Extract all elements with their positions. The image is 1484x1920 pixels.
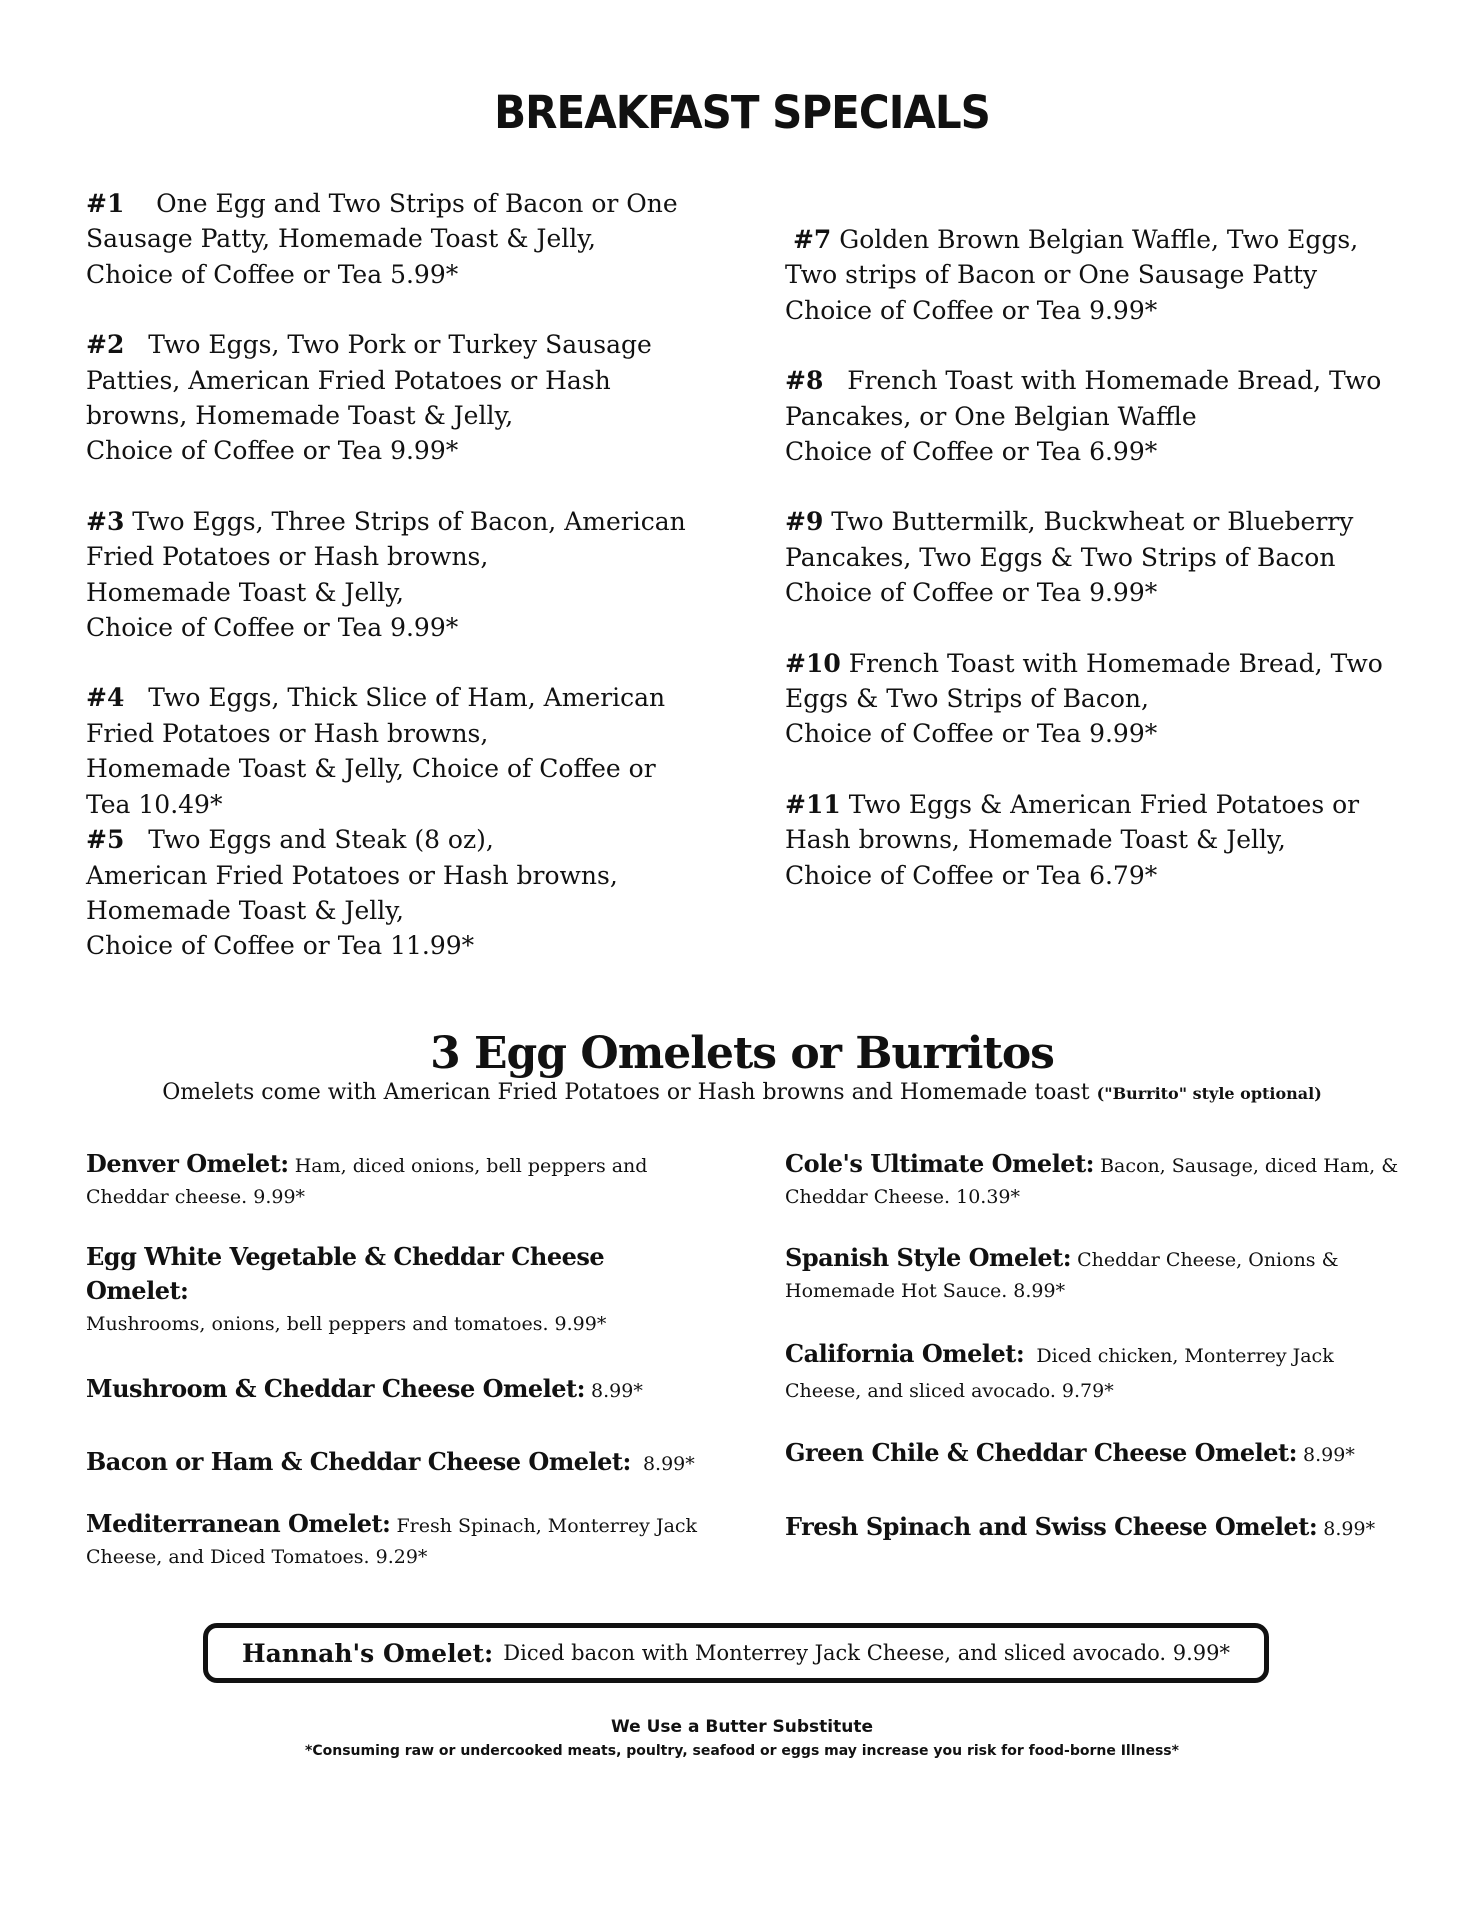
special-number: #9 (785, 507, 824, 537)
special-description: Two Buttermilk, Buckwheat or Blueberry Pancakes, Two Eggs & Two Strips of Bacon Choice of Coffee or Tea 9.99* (785, 507, 1354, 608)
hannah-omelet-box (203, 1623, 1269, 1683)
special-item (785, 787, 1385, 893)
omelets-subtitle (0, 1080, 1484, 1105)
special-description: French Toast with Homemade Bread, Two Eggs & Two Strips of Bacon, Choice of Coffee or Tea 9.99* (785, 648, 1383, 749)
omelet-description: Cheddar Cheese, Onions & Homemade Hot Sauce. 8.99* (785, 1249, 1339, 1302)
omelets-section-title: 3 Egg Omelets or Burritos (430, 1028, 1054, 1079)
omelet-name: Mediterranean Omelet: (86, 1509, 391, 1538)
omelet-name: Denver Omelet: (86, 1149, 289, 1178)
omelet-name: Cole's Ultimate Omelet: (785, 1149, 1095, 1178)
special-description: Golden Brown Belgian Waffle, Two Eggs, Two strips of Bacon or One Sausage Patty Choice of Coffee or Tea 9.99* (785, 225, 1359, 325)
omelet-name: Mushroom & Cheddar Cheese Omelet: (86, 1374, 585, 1403)
special-number: #8 (785, 366, 824, 396)
omelet-description: 8.99* (1303, 1444, 1355, 1466)
special-item (86, 822, 686, 964)
special-description: French Toast with Homemade Bread, Two Pancakes, or One Belgian Waffle Choice of Coffee or Tea 6.99* (785, 366, 1382, 467)
omelet-description: 8.99* (642, 1453, 695, 1475)
special-item (86, 186, 686, 292)
omelet-item (86, 1241, 706, 1340)
burrito-note: ("Burrito" style optional) (1096, 1084, 1322, 1103)
special-description: One Egg and Two Strips of Bacon or One Sausage Patty, Homemade Toast & Jelly, Choice of Coffee or Tea 5.99* (86, 189, 678, 289)
special-number: #1 (86, 189, 125, 218)
omelet-description: Fresh Spinach, Monterrey Jack Cheese, and Diced Tomatoes. 9.29* (86, 1515, 698, 1568)
special-number: #11 (785, 789, 841, 819)
omelet-description: 8.99* (591, 1380, 643, 1402)
special-item (86, 327, 686, 469)
special-item (785, 363, 1385, 469)
specials-right-column (785, 222, 1385, 928)
special-number: #2 (86, 330, 125, 360)
hannah-omelet-name: Hannah's Omelet: (241, 1638, 494, 1668)
omelet-item (785, 1242, 1405, 1307)
omelets-left-column (86, 1148, 706, 1605)
omelet-item (86, 1373, 706, 1407)
omelets-right-column (785, 1148, 1405, 1577)
omelet-name: Green Chile & Cheddar Cheese Omelet: (785, 1438, 1297, 1467)
omelet-description: Bacon, Sausage, diced Ham, & Cheddar Cheese. 10.39* (785, 1155, 1399, 1208)
special-number: #10 (785, 648, 841, 678)
omelet-name: Bacon or Ham & Cheddar Cheese Omelet: (86, 1447, 631, 1476)
omelets-subtitle-text: Omelets come with American Fried Potatoes or Hash browns and Homemade toast (162, 1080, 1090, 1105)
special-description: Two Eggs, Two Pork or Turkey Sausage Patties, American Fried Potatoes or Hash browns, Homemade Toast & Jelly, Choice of Coffee or Tea 9.99* (86, 330, 652, 466)
omelet-item (785, 1336, 1405, 1409)
special-description: Two Eggs & American Fried Potatoes or Hash browns, Homemade Toast & Jelly, Choice of Coffee or Tea 6.79* (785, 789, 1360, 890)
omelet-item (86, 1446, 706, 1480)
omelet-name: California Omelet: (785, 1339, 1025, 1368)
omelet-description: Diced chicken, Monterrey Jack Cheese, and sliced avocado. 9.79* (785, 1345, 1334, 1402)
special-number: #7 (792, 225, 832, 254)
special-description: Two Eggs, Thick Slice of Ham, American Fried Potatoes or Hash browns, Homemade Toast & Jelly, Choice of Coffee or Tea 10.49* (86, 683, 666, 819)
omelet-name: Egg White Vegetable & Cheddar Cheese Omelet: (86, 1242, 605, 1305)
omelet-name: Spanish Style Omelet: (785, 1243, 1072, 1272)
omelet-description: Ham, diced onions, bell peppers and Cheddar cheese. 9.99* (86, 1155, 648, 1208)
omelet-item (86, 1508, 706, 1573)
omelet-item (86, 1148, 706, 1213)
omelet-item (785, 1148, 1405, 1213)
special-item (86, 504, 686, 646)
special-item (785, 646, 1385, 752)
omelet-item (785, 1437, 1405, 1471)
page-title: BREAKFAST SPECIALS (494, 86, 990, 139)
omelet-name: Fresh Spinach and Swiss Cheese Omelet: (785, 1512, 1318, 1541)
special-item (785, 504, 1385, 610)
special-number: #4 (86, 683, 125, 713)
butter-note: We Use a Butter Substitute (611, 1717, 873, 1737)
hannah-omelet-description: Diced bacon with Monterrey Jack Cheese, and sliced avocado. 9.99* (503, 1641, 1231, 1665)
food-safety-warning: *Consuming raw or undercooked meats, poultry, seafood or eggs may increase you risk for food-borne Illness* (305, 1743, 1179, 1759)
special-item (86, 680, 686, 822)
omelet-description: Mushrooms, onions, bell peppers and tomatoes. 9.99* (86, 1313, 607, 1335)
special-number: #5 (86, 825, 125, 855)
special-number: #3 (86, 506, 125, 536)
omelet-item (785, 1511, 1405, 1545)
special-description: Two Eggs, Three Strips of Bacon, American Fried Potatoes or Hash browns, Homemade Toast & Jelly, Choice of Coffee or Tea 9.99* (86, 506, 686, 643)
special-item (785, 222, 1385, 328)
specials-left-column (86, 186, 686, 999)
omelet-description: 8.99* (1323, 1518, 1376, 1540)
special-description: Two Eggs and Steak (8 oz), American Fried Potatoes or Hash browns, Homemade Toast & Jelly, Choice of Coffee or Tea 11.99* (86, 825, 618, 961)
